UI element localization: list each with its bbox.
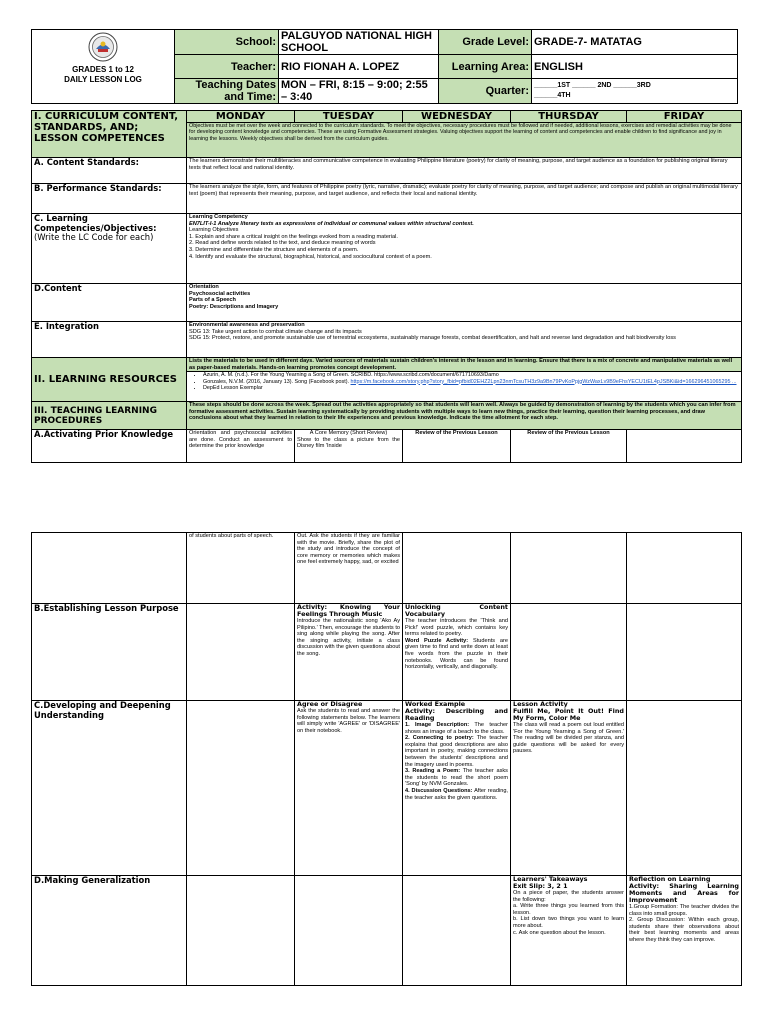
- developing-thursday-text: The class will read a poem out loud entitled 'For the Young Yearning a Song of Green.' The reading will be divided per stanza, and guide questions will be asked for every pauses.: [513, 722, 624, 755]
- quarter-1: ______1ST: [534, 82, 571, 89]
- content-standards-text: The learners demonstrate their multiliteracies and communicative competence in evaluating Philippine literature (poetry) for clarity of meaning, purpose, and target audience as a foundation for publishing original literary texts that reflect local and national identity.: [187, 158, 742, 184]
- developing-tuesday-text: Ask the students to read and answer the following statements below. The learners will simply write 'AGREE' or 'DISAGREE' on their notebook.: [297, 708, 400, 734]
- purpose-tuesday-text: Introduce the nationalistic song 'Ako Ay Pilipino.' Then, encourage the students to sing along while playing the song. After the singing activity, initiate a class discussion with the given questions about the song.: [297, 618, 400, 657]
- developing-step4-head: 4. Discussion Questions:: [405, 787, 473, 794]
- content-item-4: Poetry: Descriptions and Imagery: [189, 303, 279, 310]
- lc-objectives-head: Learning Objectives: [189, 227, 239, 234]
- developing-tuesday: [295, 701, 403, 876]
- grade-value: GRADE-7- MATATAG: [532, 30, 738, 55]
- developing-step4-text: After reading, the teacher asks the given questions.: [405, 787, 508, 801]
- purpose-wednesday-head2: Word Puzzle Activity:: [405, 637, 469, 644]
- developing-thursday-head: Lesson Activity: [513, 700, 568, 708]
- generalization-friday-head2: Activity: Sharing Learning Moments and Areas for Improvement: [629, 882, 739, 904]
- title-line1: GRADES 1 to 12: [72, 65, 134, 74]
- developing-step2-head: 2. Connecting to poetry:: [405, 735, 474, 742]
- lesson-log-table-page2: [31, 532, 742, 986]
- content-item-3: Parts of a Speech: [189, 297, 236, 304]
- integration-sdg15: SDG 15: Protect, restore, and promote sustainable use of terrestrial ecosystems, sustainably manage forests, combat desertification, and halt and reverse land degradation and halt biodiversity loss: [189, 335, 676, 342]
- resources-list-cell: [187, 372, 742, 402]
- quarter-4: ______4TH: [534, 92, 571, 99]
- resource-3: • DepEd Lesson Exemplar: [203, 385, 739, 391]
- resources-list: [189, 372, 739, 391]
- generalization-monday: [187, 876, 295, 986]
- developing-thursday-head2: Fulfill Me, Point It Out! Find My Form, Color Me: [513, 707, 624, 722]
- developing-step3-head: 3. Reading a Poem:: [405, 768, 461, 775]
- resource-1: • Azurin, A. M. (n.d.). For the Young Yearning a Song of Green. SCRIBD. https://www.scribd.com/document/671710693/Damo: [203, 372, 739, 378]
- day-monday: MONDAY: [187, 111, 295, 123]
- dates-label: Teaching Dates and Time:: [175, 79, 279, 104]
- lesson-log-table: [31, 110, 742, 463]
- resource-2: [203, 379, 739, 385]
- quarter-3: ______3RD: [613, 82, 651, 89]
- performance-standards-text: The learners analyze the style, form, and features of Philippine poetry (lyric, narrative, dramatic); evaluate poetry for clarity of meaning, purpose, and target audience; and compose and publish an original multimodal literary text (poem) that represents their meaning, purpose, and target audience, and reflects their local and national identity.: [187, 184, 742, 214]
- developing-wednesday: [403, 701, 511, 876]
- activating-monday: Orientation and psychosocial activities are done. Conduct an assessment to determine the prior knowledge: [187, 430, 295, 463]
- activating-friday: [627, 430, 742, 463]
- teacher-value: RIO FIONAH A. LOPEZ: [279, 55, 439, 79]
- title-line2: DAILY LESSON LOG: [64, 75, 142, 84]
- developing-wednesday-head2: Activity: Describing and Reading: [405, 707, 508, 722]
- purpose-label: B.Establishing Lesson Purpose: [32, 604, 187, 701]
- integration-sdg13: SDG 13: Take urgent action to combat climate change and its impacts: [189, 328, 362, 335]
- day-thursday: THURSDAY: [511, 111, 627, 123]
- generalization-thursday-head: Learners' Takeaways: [513, 875, 588, 883]
- generalization-friday-2: 2. Group Discussion: Within each group, students share their observations about their best learning moments and areas where they think they can improve.: [629, 917, 739, 943]
- developing-tuesday-head: Agree or Disagree: [297, 700, 363, 708]
- continued-wednesday: [403, 533, 511, 604]
- teacher-label: Teacher:: [175, 55, 279, 79]
- generalization-tuesday: [295, 876, 403, 986]
- purpose-wednesday-text2: Students are given time to find and write down at least five words from the puzzle in their notebooks. Words can be found horizontally, vertically, and diagonally.: [405, 637, 508, 671]
- generalization-friday-1: 1.Group Formation: The teacher divides the class into small groups.: [629, 904, 739, 917]
- developing-step1-head: 1. Image Description:: [405, 722, 470, 728]
- content-item-2: Psychosocial activities: [189, 290, 251, 297]
- content-text: [187, 284, 742, 322]
- generalization-thursday-3: b. List down two things you want to learn more about.: [513, 916, 624, 929]
- continued-monday: of students about parts of speech.: [187, 533, 295, 604]
- generalization-thursday-2: a. Write three things you learned from this lesson.: [513, 903, 624, 916]
- generalization-wednesday: [403, 876, 511, 986]
- competencies-text: [187, 214, 742, 284]
- grade-label: Grade Level:: [439, 30, 532, 55]
- developing-step3-text: The teacher asks the students to read the short poem 'Song' by NVM Gonzales.: [405, 768, 508, 788]
- generalization-friday-head: Reflection on Learning: [629, 875, 711, 883]
- lc-code: EN7LIT-I-1 Analyze literary texts as expressions of individual or communal values within structural context.: [189, 220, 474, 227]
- generalization-thursday: [511, 876, 627, 986]
- quarter-label: Quarter:: [439, 79, 532, 104]
- purpose-thursday: [511, 604, 627, 701]
- purpose-monday: [187, 604, 295, 701]
- lc-objective-2: 2. Read and define words related to the text, and deduce meaning of words: [189, 240, 376, 247]
- competencies-label: C. Learning Competencies/Objectives:: [34, 213, 157, 233]
- purpose-friday: [627, 604, 742, 701]
- activating-label: A.Activating Prior Knowledge: [32, 430, 187, 463]
- developing-step2-text: The teacher explains that good descriptions are also important in poetry, making connections between the students' descriptions and the imagery used in poems.: [405, 735, 509, 768]
- deped-seal-icon: [88, 32, 118, 62]
- generalization-thursday-head2: Exit Slip: 3, 2 1: [513, 882, 568, 890]
- developing-label: C.Developing and Deepening Understanding: [32, 701, 187, 876]
- content-standards-label: A. Content Standards:: [32, 158, 187, 184]
- continued-thursday: [511, 533, 627, 604]
- content-item-1: Orientation: [189, 284, 219, 290]
- dates-value: MON – FRI, 8:15 – 9:00; 2:55 – 3:40: [279, 79, 439, 104]
- lc-head: Learning Competency: [189, 214, 248, 220]
- day-tuesday: TUESDAY: [295, 111, 403, 123]
- school-label: School:: [175, 30, 279, 55]
- day-friday: FRIDAY: [627, 111, 742, 123]
- resources-title: II. LEARNING RESOURCES: [32, 358, 187, 402]
- area-value: ENGLISH: [532, 55, 738, 79]
- activating-tuesday-text: Show to the class a picture from the Disney film 'Inside: [297, 436, 400, 450]
- procedures-title: III. TEACHING LEARNING PROCEDURES: [32, 402, 187, 430]
- quarter-options: [532, 79, 738, 104]
- performance-standards-label: B. Performance Standards:: [32, 184, 187, 214]
- activating-tuesday-cell: [295, 430, 403, 463]
- school-value: PALGUYOD NATIONAL HIGH SCHOOL: [279, 30, 439, 55]
- curriculum-title: I. CURRICULUM CONTENT, STANDARDS, AND; LESSON COMPETENCES: [32, 111, 187, 158]
- resource-2-link[interactable]: https://m.facebook.com/story.php?story_fbid=pfbid02EHZ2Lpn23nmTcsuTH3z9a9Bn79PvKoPpjgWzWaxLv9B9eFhsYECU1tEL4pJSBKi&id=166296451065295 ...: [350, 378, 737, 385]
- lc-objective-1: 1. Explain and share a critical insight on the feelings evoked from a reading material.: [189, 233, 398, 240]
- purpose-tuesday-head: Activity: Knowing Your Feelings Through Music: [297, 603, 400, 618]
- area-label: Learning Area:: [439, 55, 532, 79]
- integration-text: [187, 322, 742, 358]
- continued-tuesday: Out. Ask the students if they are familiar with the movie. Briefly, share the plot of the study and introduce the concept of core memory or memories which makes one feel extremely happy, sad, or excited: [295, 533, 403, 604]
- purpose-wednesday-head: Unlocking Content Vocabulary: [405, 603, 508, 618]
- procedures-note: These steps should be done across the week. Spread out the activities appropriately so that students will learn well. Always be guided by demonstration of learning by the students which you can infer from formative assessment activities. Sustain learning systematically by providing students with multiple ways to learn new things, practice their learning, question their learning processes, and draw conclusions about what they learned in relation to their life experiences and previous knowledge. Indicate the time allotment for each step.: [187, 402, 742, 430]
- developing-wednesday-head: Worked Example: [405, 700, 466, 708]
- generalization-thursday-1: On a piece of paper, the students answer the following:: [513, 890, 624, 903]
- integration-head: Environmental awareness and preservation: [189, 322, 305, 328]
- lc-objective-4: 4. Identify and evaluate the structural, biographical, historical, and sociocultural context of a poem.: [189, 253, 432, 260]
- quarter-2: ______ 2ND: [572, 82, 612, 89]
- developing-friday: [627, 701, 742, 876]
- logo-cell: [32, 30, 175, 104]
- activating-wednesday: Review of the Previous Lesson: [403, 430, 511, 463]
- lc-objective-3: 3. Determine and differentiate the structure and elements of a poem.: [189, 246, 359, 253]
- resources-note: Lists the materials to be used in different days. Varied sources of materials sustain children's interest in the lesson and in learning. Ensure that there is a mix of concrete and manipulative materials as well as paper-based materials. Hands-on learning promotes concept development.: [187, 358, 742, 372]
- developing-step1-text: The teacher shows an image of a beach to the class.: [405, 722, 509, 735]
- purpose-wednesday: [403, 604, 511, 701]
- competencies-sub: (Write the LC Code for each): [34, 232, 154, 242]
- activating-thursday: Review of the Previous Lesson: [511, 430, 627, 463]
- purpose-tuesday: [295, 604, 403, 701]
- header-table: [31, 29, 738, 104]
- content-label: D.Content: [32, 284, 187, 322]
- day-wednesday: WEDNESDAY: [403, 111, 511, 123]
- continued-friday: [627, 533, 742, 604]
- generalization-thursday-4: c. Ask one question about the lesson.: [513, 929, 606, 936]
- resource-2-text: Gonzales, N.V.M. (2016, January 13). Song (Facebook post).: [203, 378, 350, 385]
- continued-label: [32, 533, 187, 604]
- integration-label: E. Integration: [32, 322, 187, 358]
- curriculum-note: Objectives must be met over the week and connected to the curriculum standards. To meet the objectives, necessary procedures must be followed and if needed, additional lessons, exercises and remedial activities may be done for developing content knowledge and competencies. These are using Formative Assessment strategies. Valuing objectives support the learning of content and competencies and enable children to find significance and joy in learning the lessons. Weekly objectives shall be derived from the curriculum guides.: [187, 123, 742, 158]
- activating-tuesday-head: A Core Memory (Short Review): [309, 430, 388, 437]
- generalization-friday: [627, 876, 742, 986]
- purpose-wednesday-text: The teacher introduces the 'Think and Pick!' word puzzle, which contains key terms related to poetry.: [405, 618, 508, 638]
- developing-thursday: [511, 701, 627, 876]
- generalization-label: D.Making Generalization: [32, 876, 187, 986]
- competencies-label-cell: [32, 214, 187, 284]
- developing-monday: [187, 701, 295, 876]
